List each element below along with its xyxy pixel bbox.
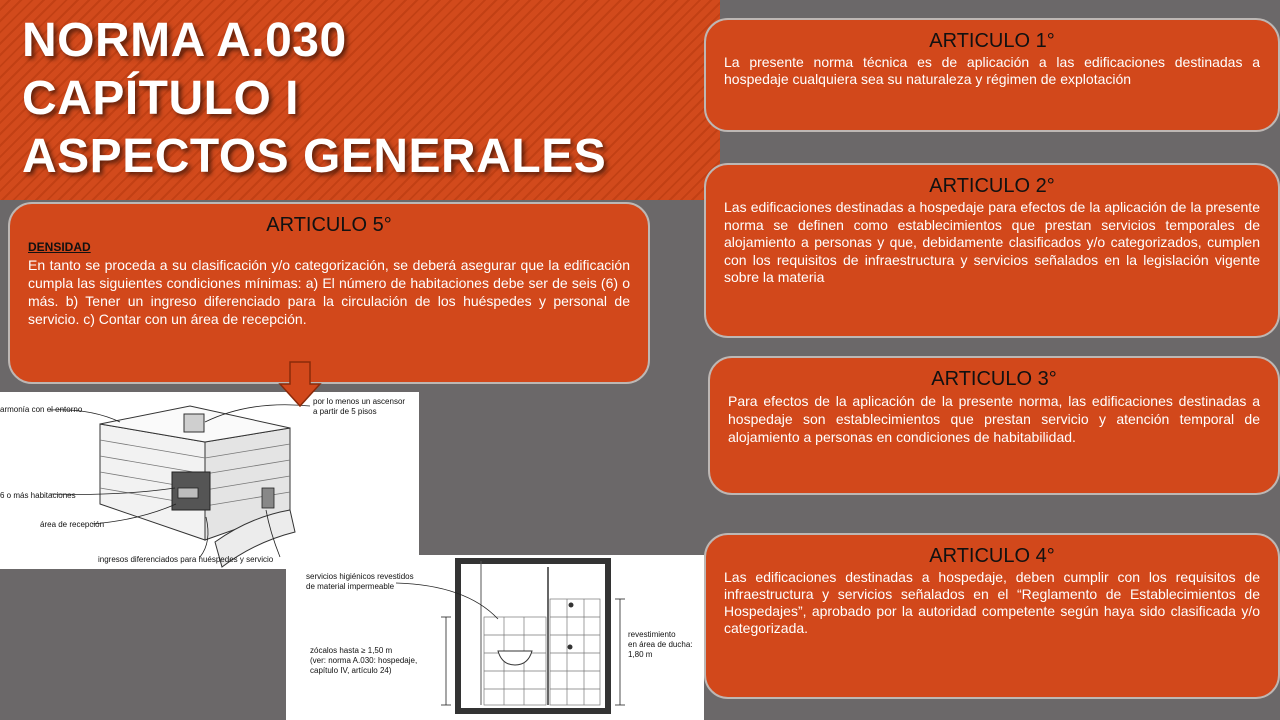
label-reception: área de recepción xyxy=(40,520,105,529)
label-elevator-2: a partir de 5 pisos xyxy=(313,407,377,416)
article-1-text: La presente norma técnica es de aplicación a las edificaciones destinadas a hospedaje cualquiera sea su naturaleza y régimen de explotación xyxy=(724,54,1260,87)
down-arrow-icon xyxy=(278,360,322,408)
article-4-text: Las edificaciones destinadas a hospedaje, deben cumplir con los requisitos de infraestructura y servicios señalados en el “Reglamento de Establecimientos de Hospedajes”, aprobado por la autoridad competente según haya sido clasificada y/o categorizada. xyxy=(724,569,1260,636)
article-1-card xyxy=(704,18,1280,132)
label-zocalo-2: (ver: norma A.030: hospedaje, xyxy=(310,656,418,665)
title-line-2: CAPÍTULO I xyxy=(22,72,299,125)
label-harmony: armonía con el entorno xyxy=(0,405,83,414)
article-2-heading: ARTICULO 2° xyxy=(929,175,1055,197)
article-3-heading: ARTICULO 3° xyxy=(931,368,1057,390)
shower-head xyxy=(569,603,574,608)
label-shower-3: 1,80 m xyxy=(628,650,653,659)
label-services-1: servicios higiénicos revestidos xyxy=(306,572,414,581)
article-3-text: Para efectos de la aplicación de la presente norma, las edificaciones destinadas a hospedaje son establecimientos que prestan servicio y atención temporal de alojamiento a personas en condiciones de habitabilidad. xyxy=(728,393,1260,445)
article-5-card xyxy=(8,202,650,384)
reception-desk xyxy=(178,488,198,498)
article-3-card xyxy=(708,356,1280,495)
article-4-heading: ARTICULO 4° xyxy=(929,545,1055,567)
bathroom-section-drawing xyxy=(286,555,704,720)
building-drawing xyxy=(0,392,419,569)
label-shower-1: revestimiento xyxy=(628,630,676,639)
shower-valve xyxy=(568,645,573,650)
article-2-card xyxy=(704,163,1280,338)
page-title xyxy=(22,12,606,186)
label-services-2: de material impermeable xyxy=(306,582,395,591)
label-entrances: ingresos diferenciados para huéspedes y servicio xyxy=(98,555,274,564)
bathroom-drawing xyxy=(286,555,704,720)
label-rooms: 6 o más habitaciones xyxy=(0,491,76,500)
label-zocalo-1: zócalos hasta ≥ 1,50 m xyxy=(310,646,393,655)
article-5-text: En tanto se proceda a su clasificación y/o categorización, se deberá asegurar que la edificación cumpla las siguientes condiciones mínimas: a) El número de habitaciones debe ser de seis (6) o más. b) Tener un ingreso diferenciado para la circulación de los huéspedes y personal de servicio. c) Contar con un área de recepción. xyxy=(28,257,630,327)
label-zocalo-3: capítulo IV, artículo 24) xyxy=(310,666,392,675)
title-line-1: NORMA A.030 xyxy=(22,14,347,67)
article-4-card xyxy=(704,533,1280,699)
elevator-box xyxy=(184,414,204,432)
article-1-heading: ARTICULO 1° xyxy=(929,30,1055,52)
article-5-heading: ARTICULO 5° xyxy=(266,214,392,236)
label-shower-2: en área de ducha: xyxy=(628,640,693,649)
article-2-text: Las edificaciones destinadas a hospedaje para efectos de la aplicación de la presente norma se definen como establecimientos que prestan servicios temporales de alojamiento a personas y que, debidamente clasificados y/o categorizados, cumplen con los requisitos de infraestructura y servicios señalados en la legislación vigente sobre la materia xyxy=(724,199,1260,285)
article-5-subheading: DENSIDAD xyxy=(28,240,91,254)
service-door xyxy=(262,488,274,508)
title-line-3: ASPECTOS GENERALES xyxy=(22,130,607,183)
building-illustration xyxy=(0,392,419,569)
label-elevator-1: por lo menos un ascensor xyxy=(313,397,406,406)
